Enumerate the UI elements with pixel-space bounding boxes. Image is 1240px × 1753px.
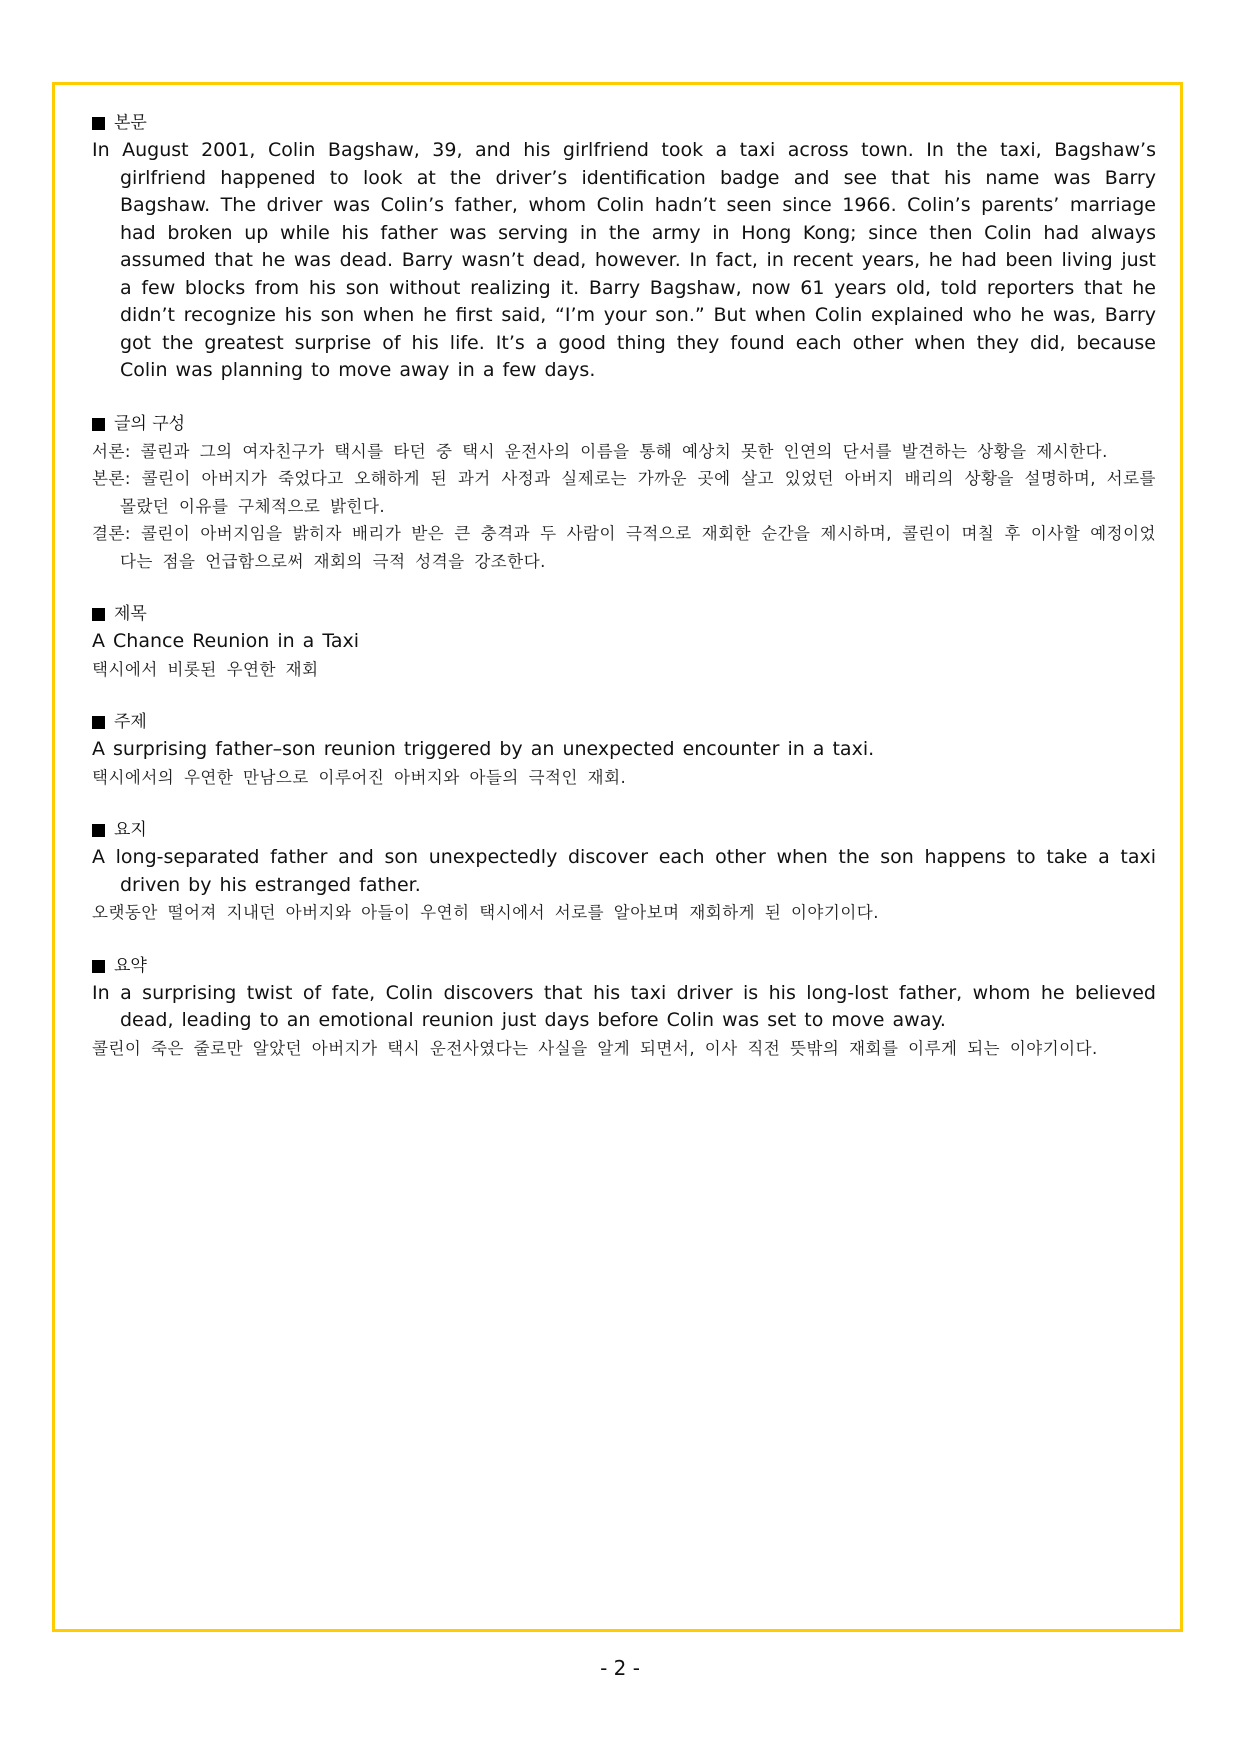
heading-label: 주제 bbox=[114, 712, 147, 732]
section-heading bbox=[92, 953, 1156, 980]
document-content bbox=[92, 110, 1156, 1088]
square-bullet-icon bbox=[92, 117, 105, 130]
heading-label: 본문 bbox=[114, 113, 147, 133]
section-gist bbox=[92, 817, 1156, 927]
section-title bbox=[92, 601, 1156, 683]
heading-label: 요지 bbox=[114, 820, 147, 840]
structure-body: 본론: 콜린이 아버지가 죽었다고 오해하게 된 과거 사정과 실제로는 가까운 곳에 살고 있었던 아버지 배리의 상황을 설명하며, 서로를 몰랐던 이유를 구체적으로 밝힌다. bbox=[92, 469, 1156, 516]
title-english: A Chance Reunion in a Taxi bbox=[92, 630, 359, 652]
square-bullet-icon bbox=[92, 608, 105, 621]
square-bullet-icon bbox=[92, 824, 105, 837]
gist-korean: 오랫동안 떨어져 지내던 아버지와 아들이 우연히 택시에서 서로를 알아보며 재회하게 된 이야기이다. bbox=[92, 903, 879, 922]
square-bullet-icon bbox=[92, 960, 105, 973]
summary-english: In a surprising twist of fate, Colin discovers that his taxi driver is his long-lost father, whom he believed dead, leading to an emotional reunion just days before Colin was set to move away. bbox=[92, 981, 1156, 1031]
section-theme bbox=[92, 709, 1156, 791]
square-bullet-icon bbox=[92, 418, 105, 431]
square-bullet-icon bbox=[92, 716, 105, 729]
heading-label: 요약 bbox=[114, 955, 147, 976]
section-heading bbox=[92, 709, 1156, 736]
theme-english: A surprising father–son reunion triggered by an unexpected encounter in a taxi. bbox=[92, 738, 875, 760]
section-heading bbox=[92, 601, 1156, 628]
theme-korean: 택시에서의 우연한 만남으로 이루어진 아버지와 아들의 극적인 재회. bbox=[92, 767, 627, 787]
section-heading bbox=[92, 817, 1156, 844]
summary-korean: 콜린이 죽은 줄로만 알았던 아버지가 택시 운전사였다는 사실을 알게 되면서, 이사 직전 뜻밖의 재회를 이루게 되는 이야기이다. bbox=[92, 1038, 1098, 1058]
gist-english: A long-separated father and son unexpectedly discover each other when the son happens to take a taxi driven by his estranged father. bbox=[92, 846, 1156, 896]
section-heading bbox=[92, 110, 1156, 137]
section-summary bbox=[92, 953, 1156, 1063]
page-number: - 2 - bbox=[600, 1656, 640, 1680]
section-heading bbox=[92, 411, 1156, 438]
heading-label: 글의 구성 bbox=[114, 413, 186, 434]
section-body bbox=[92, 110, 1156, 385]
section-structure bbox=[92, 411, 1156, 576]
body-passage: In August 2001, Colin Bagshaw, 39, and his girlfriend took a taxi across town. In the taxi, Bagshaw’s girlfriend happened to look at the driver’s identification badge and see that his name was Barry Bagshaw. The driver was Colin’s father, whom Colin hadn’t seen since 1966. Colin’s parents’ marriage had broken up while his father was serving in the army in Hong Kong; since then Colin had always assumed that he was dead. Barry wasn’t dead, however. In fact, in recent years, he had been living just a few blocks from his son without realizing it. Barry Bagshaw, now 61 years old, told reporters that he didn’t recognize his son when he first said, “I’m your son.” But when Colin explained who he was, Barry got the greatest surprise of his life. It’s a good thing they found each other when they did, because Colin was planning to move away in a few days. bbox=[92, 139, 1156, 381]
heading-label: 제목 bbox=[114, 604, 147, 624]
structure-conclusion: 결론: 콜린이 아버지임을 밝히자 배리가 받은 큰 충격과 두 사람이 극적으로 재회한 순간을 제시하며, 콜린이 며칠 후 이사할 예정이었다는 점을 언급함으로써 재회의 극적 성격을 강조한다. bbox=[92, 524, 1156, 571]
structure-intro: 서론: 콜린과 그의 여자친구가 택시를 타던 중 택시 운전사의 이름을 통해 예상치 못한 인연의 단서를 발견하는 상황을 제시한다. bbox=[92, 441, 1108, 461]
title-korean: 택시에서 비롯된 우연한 재회 bbox=[92, 659, 319, 679]
